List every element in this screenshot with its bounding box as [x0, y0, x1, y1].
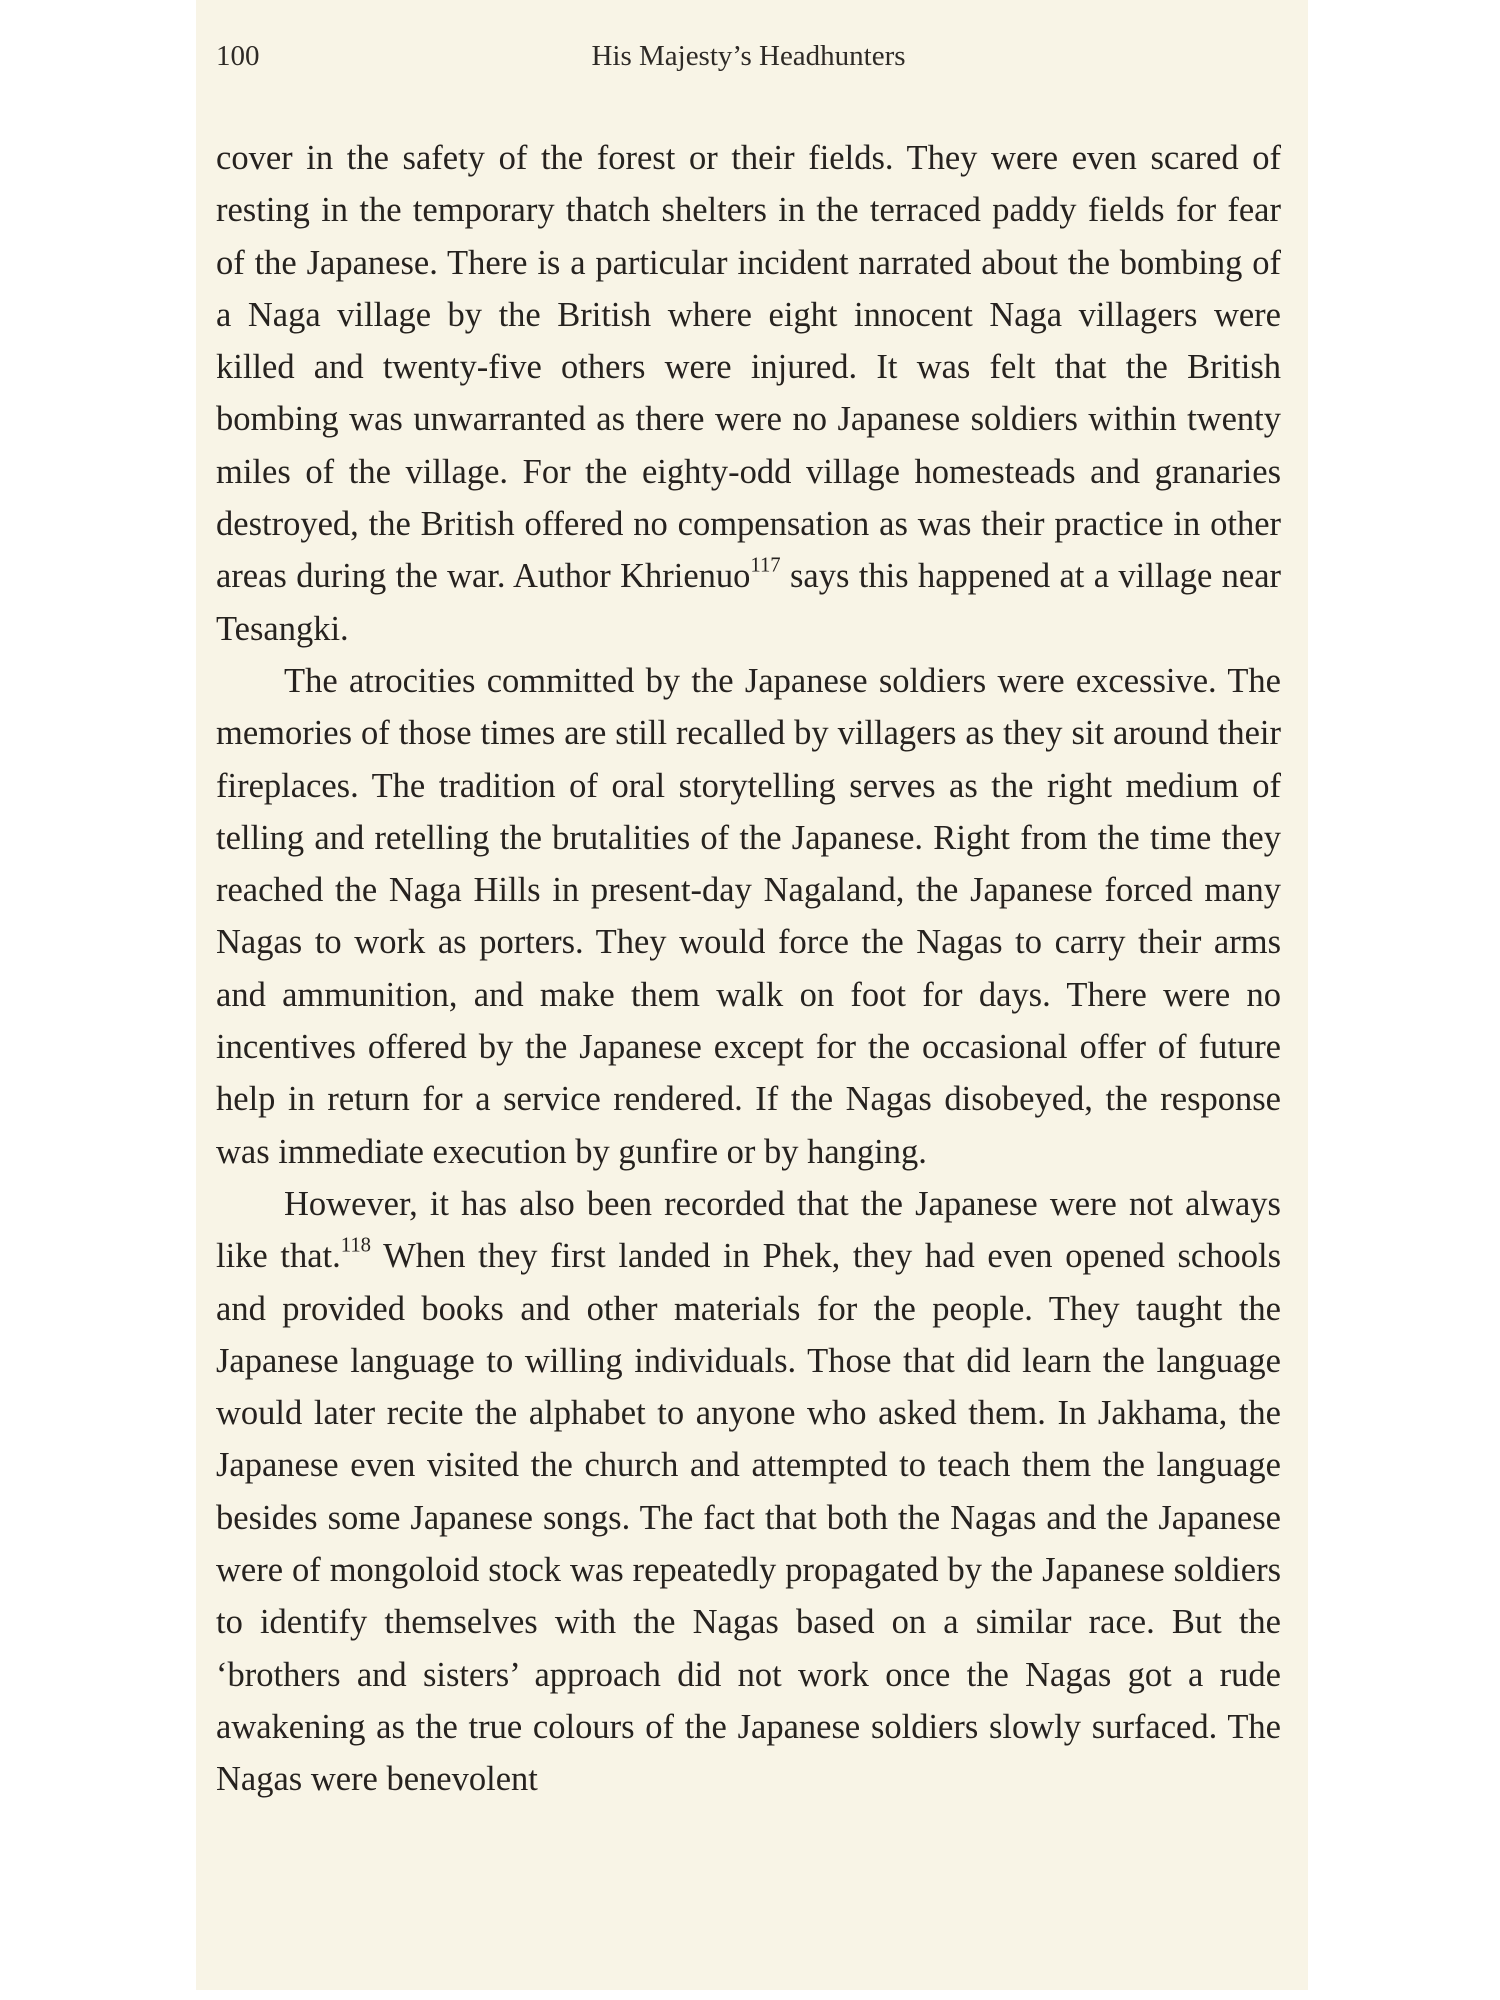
page-header	[216, 40, 1281, 80]
paragraph-3-text-a: However, it has also been recorded that the Japanese were not always like that.	[216, 1184, 1281, 1276]
paragraph-2	[216, 655, 1281, 1178]
paragraph-2-text: The atrocities committed by the Japanese soldiers were excessive. The memories of those times are still recalled by villagers as they sit around their fireplaces. The tradition of oral storytelling serves as the right medium of telling and retelling the brutalities of the Japanese. Right from the time they reached the Naga Hills in present-day Nagaland, the Japanese forced many Nagas to work as porters. They would force the Nagas to carry their arms and ammunition, and make them walk on foot for days. There were no incentives offered by the Japanese except for the occasional offer of future help in return for a service rendered. If the Nagas disobeyed, the response was immediate execution by gunfire or by hanging.	[216, 661, 1281, 1171]
paragraph-3-text-b: When they first landed in Phek, they had even opened schools and provided books and other materials for the people. They taught the Japanese language to willing individuals. Those that did learn the language would later recite the alphabet to anyone who asked them. In Jakhama, the Japanese even visited the church and attempted to teach them the language besides some Japanese songs. The fact that both the Nagas and the Japanese were of mongoloid stock was repeatedly propagated by the Japanese soldiers to identify themselves with the Nagas based on a similar race. But the ‘brothers and sisters’ approach did not work once the Nagas got a rude awakening as the true colours of the Japanese soldiers slowly surfaced. The Nagas were benevolent	[216, 1237, 1281, 1799]
paragraph-1	[216, 132, 1281, 655]
footnote-ref-118: 118	[340, 1234, 372, 1257]
book-page	[196, 0, 1308, 1990]
running-title: His Majesty’s Headhunters	[591, 40, 906, 72]
page-number: 100	[216, 40, 260, 72]
paragraph-1-text-a: cover in the safety of the forest or their fields. They were even scared of resting in the temporary thatch shelters in the terraced paddy fields for fear of the Japanese. There is a particular incident narrated about the bombing of a Naga village by the British where eight innocent Naga villagers were killed and twenty-five others were injured. It was felt that the British bombing was unwarranted as there were no Japanese soldiers within twenty miles of the village. For the eighty-odd village homesteads and granaries destroyed, the British offered no compensation as was their practice in other areas during the war. Author Khrienuo	[216, 139, 1281, 596]
footnote-ref-117: 117	[750, 554, 781, 577]
paragraph-1-text-b: says this happened at a village near Tesangki.	[216, 557, 1281, 648]
body-text	[216, 132, 1281, 1806]
paragraph-3	[216, 1178, 1281, 1806]
